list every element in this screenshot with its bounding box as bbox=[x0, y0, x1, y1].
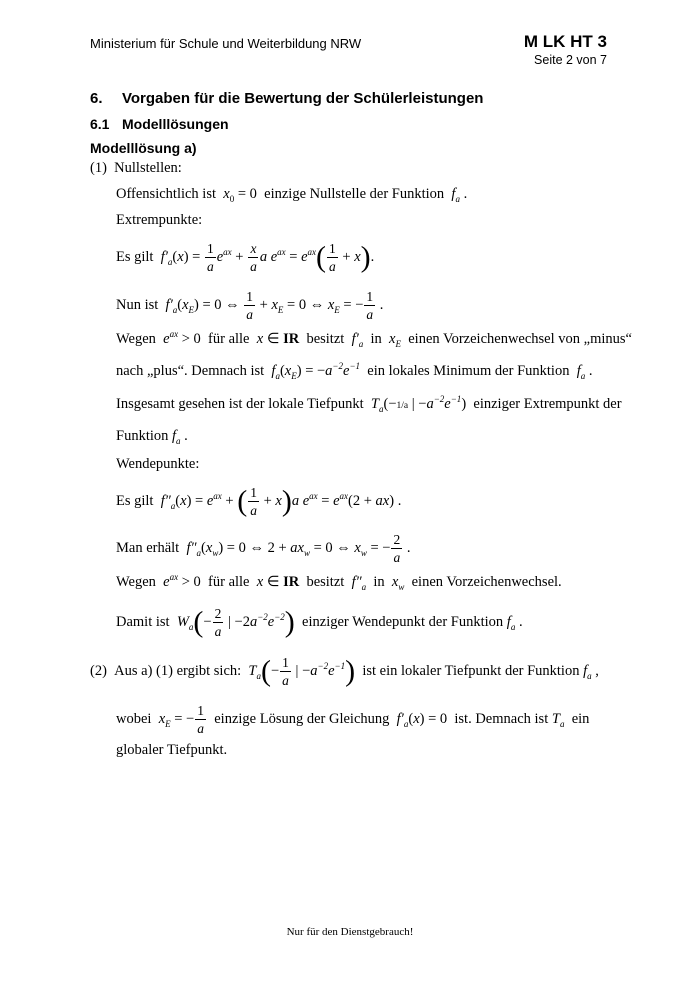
critical-point-eq: Nun ist $f'_a(x_E) = 0$ ⇔ $\frac{1}{a}$ + $x_E = 0$ ⇔ $x_E$ = − $\frac{1}{a}$ . bbox=[116, 289, 384, 322]
footer-note: Nur für den Dienstgebrauch! bbox=[286, 926, 414, 938]
subsection-heading: 6.1 Modelllösungen bbox=[90, 116, 229, 132]
local-minimum-line: nach „plus“. Demnach ist $f_a(x_E) = -a^{-2}e^{-1}$ ein lokales Minimum der Funktion $f_a$ . bbox=[116, 361, 593, 381]
nullstellen-statement: Offensichtlich ist $x_0 = 0$ einzige Nullstelle der Funktion $f_a$ . bbox=[116, 186, 468, 204]
part1-nullstellen-line: (1) Nullstellen: bbox=[90, 160, 182, 176]
inflection-point-line: Damit ist $W_a(-$ $\frac{2}{a}$ | $-2a^{-2}e^{-2}$) einziger Wendepunkt der Funktion $f_a$ . bbox=[116, 605, 523, 639]
wende-heading: Wendepunkte: bbox=[116, 456, 200, 472]
funktion-line: Funktion $f_a$ . bbox=[116, 428, 188, 446]
first-derivative-eq: Es gilt $f'_a(x)$ = $\frac{1}{a}$ $e^{ax}$ + $\frac{x}{a}$ a $e^{ax} = e^{ax}$( $\frac{1}{a}$ + x). bbox=[116, 240, 375, 274]
course-code: M LK HT 3 bbox=[523, 32, 607, 51]
part2-line-1: (2) Aus a) (1) ergibt sich: $T_a(-$ $\frac{1}{a}$ | $-a^{-2}e^{-1}$) ist ein lokaler Tiefpunkt der Funktion $f_a$ , bbox=[90, 654, 599, 688]
turning-point-line: Insgesamt gesehen ist der lokale Tiefpunkt $T_a(-1/a$ | $-a^{-2}e^{-1}$) einziger Extrempunkt der bbox=[116, 394, 622, 414]
extrem-heading: Extrempunkte: bbox=[116, 212, 203, 228]
ministry-header: Ministerium für Schule und Weiterbildung NRW bbox=[90, 36, 362, 51]
inflection-eq: Man erhält $f''_a(x_w) = 0$ ⇔ $2 + ax_w = 0$ ⇔ $x_w$ = − $\frac{2}{a}$ . bbox=[116, 532, 411, 565]
part2-line-3: globaler Tiefpunkt. bbox=[116, 742, 228, 758]
sign-change-line-2: Wegen $e^{ax} > 0$ für alle x ∈ IR besitzt $f''_a$ in $x_w$ einen Vorzeichenwechsel. bbox=[116, 572, 562, 592]
sign-change-line-1: Wegen $e^{ax} > 0$ für alle x ∈ IR besitzt $f'_a$ in $x_E$ einen Vorzeichenwechsel von „minus“ bbox=[116, 329, 632, 349]
section-heading: 6. Vorgaben für die Bewertung der Schülerleistungen bbox=[90, 90, 484, 107]
second-derivative-eq: Es gilt $f''_a(x) = e^{ax}$ + ( $\frac{1}{a}$ + x)a $e^{ax} = e^{ax}(2 + ax)$ . bbox=[116, 484, 402, 518]
part2-line-2: wobei $x_E$ = − $\frac{1}{a}$ einzige Lösung der Gleichung $f'_a(x) = 0$ ist. Demnach ist $T_a$ ein bbox=[116, 703, 590, 736]
solution-heading: Modelllösung a) bbox=[90, 140, 197, 156]
page-number: Seite 2 von 7 bbox=[534, 53, 607, 67]
